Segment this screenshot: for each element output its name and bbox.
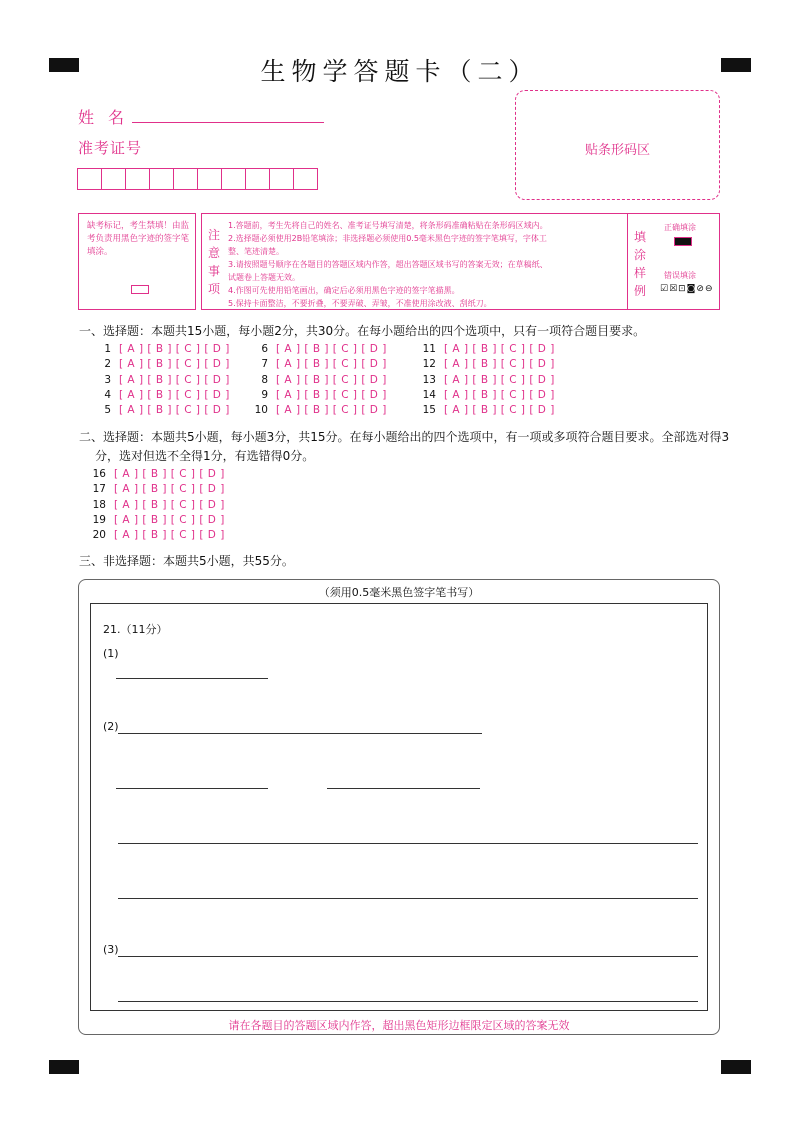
choice-options[interactable]: [ A ] [ B ] [ C ] [ D ] [444, 404, 555, 417]
choice-options[interactable]: [ A ] [ B ] [ C ] [ D ] [444, 388, 555, 401]
choice-options[interactable]: [ A ] [ B ] [ C ] [ D ] [114, 483, 225, 496]
question-number: 20 [92, 529, 106, 542]
choice-row[interactable] [252, 358, 387, 370]
section2-heading-line1: 二、选择题：本题共5小题，每小题3分，共15分。在每小题给出的四个选项中，有一项或多项符合题目要求。全部选对得3 [79, 430, 730, 444]
choice-options[interactable]: [ A ] [ B ] [ C ] [ D ] [444, 343, 555, 355]
choice-row[interactable] [420, 389, 555, 401]
exam-number-digit-box[interactable] [293, 168, 318, 190]
note-item: 整、笔迹清楚。 [228, 247, 284, 256]
exam-number-digit-box[interactable] [173, 168, 198, 190]
note-item: 1.答题前，考生先将自己的姓名、准考证号填写清楚，将条形码准确粘贴在条形码区域内。 [228, 221, 548, 230]
barcode-label: 贴条形码区 [584, 143, 650, 158]
corner-mark-bottom-right [721, 1060, 751, 1074]
note-item: 2.选择题必须使用2B铅笔填涂；非选择题必须使用0.5毫米黑色字迹的签字笔填写，字体工 [228, 234, 547, 243]
exam-number-digit-box[interactable] [77, 168, 102, 190]
choice-row[interactable] [420, 404, 555, 416]
question-number: 15 [422, 404, 436, 417]
choice-options[interactable]: [ A ] [ B ] [ C ] [ D ] [119, 373, 230, 386]
question-number: 17 [92, 483, 106, 496]
answer-line[interactable] [327, 788, 480, 789]
choice-row[interactable] [90, 499, 225, 511]
question-number: 11 [422, 343, 436, 355]
footer-warning: 请在各题目的答题区域内作答，超出黑色矩形边框限定区域的答案无效 [228, 1019, 570, 1032]
choice-row[interactable] [252, 389, 387, 401]
subquestion-2-label: (2) [103, 720, 119, 733]
choice-row[interactable] [90, 483, 225, 495]
wrong-fill-samples: ☑☒⊡◙⊘⊖ [660, 284, 714, 294]
note-item: 试题卷上答题无效。 [228, 273, 300, 282]
exam-number-digit-box[interactable] [245, 168, 270, 190]
question-number: 8 [261, 373, 268, 386]
choice-row[interactable] [95, 404, 230, 416]
notes-divider [627, 214, 628, 309]
choice-options[interactable]: [ A ] [ B ] [ C ] [ D ] [276, 358, 387, 371]
question-number: 16 [92, 468, 106, 480]
exam-number-digit-box[interactable] [125, 168, 150, 190]
answer-line[interactable] [116, 788, 268, 789]
answer-line[interactable] [118, 956, 698, 957]
answer-line[interactable] [118, 843, 698, 844]
question-number: 14 [422, 388, 436, 401]
subquestion-1-label: (1) [103, 647, 119, 660]
subquestion-3-label: (3) [103, 943, 119, 956]
exam-number-label: 准考证号 [78, 139, 143, 157]
answer-line[interactable] [118, 1001, 698, 1002]
note-item: 5.保持卡面整洁，不要折叠，不要弄破、弄皱，不准使用涂改液、刮纸刀。 [228, 299, 492, 308]
choice-options[interactable]: [ A ] [ B ] [ C ] [ D ] [276, 373, 387, 386]
choice-options[interactable]: [ A ] [ B ] [ C ] [ D ] [114, 529, 225, 542]
question-number: 6 [261, 343, 268, 355]
choice-row[interactable] [420, 343, 555, 355]
exam-number-boxes[interactable] [77, 168, 317, 190]
choice-options[interactable]: [ A ] [ B ] [ C ] [ D ] [276, 343, 387, 355]
section2-heading-line2: 分，选对但选不全得1分，有选错得0分。 [95, 449, 315, 463]
choice-row[interactable] [420, 374, 555, 386]
pen-note: （须用0.5毫米黑色签字笔书写） [318, 586, 480, 599]
wrong-fill-label: 错误填涂 [664, 271, 696, 280]
name-label: 姓名 [78, 108, 139, 127]
choice-row[interactable] [252, 343, 387, 355]
question-number: 3 [104, 373, 111, 386]
question-number: 13 [422, 373, 436, 386]
choice-options[interactable]: [ A ] [ B ] [ C ] [ D ] [276, 404, 387, 417]
page-title: 生物学答题卡（二） [260, 57, 540, 86]
answer-line[interactable] [116, 678, 268, 679]
question-number: 5 [104, 404, 111, 417]
choice-row[interactable] [90, 514, 225, 526]
absent-mark-box[interactable] [131, 285, 149, 294]
note-item: 4.作图可先使用铅笔画出，确定后必须用黑色字迹的签字笔描黑。 [228, 286, 460, 295]
name-field[interactable] [132, 122, 324, 123]
choice-row[interactable] [95, 374, 230, 386]
question-number: 2 [104, 358, 111, 371]
choice-options[interactable]: [ A ] [ B ] [ C ] [ D ] [114, 468, 225, 480]
choice-row[interactable] [252, 374, 387, 386]
choice-row[interactable] [95, 358, 230, 370]
correct-fill-label: 正确填涂 [664, 223, 696, 232]
absent-instructions: 缺考标记，考生禁填！由监考负责用黑色字迹的签字笔填涂。 [87, 221, 190, 257]
question-number: 1 [104, 343, 111, 355]
section1-heading: 一、选择题：本题共15小题，每小题2分，共30分。在每小题给出的四个选项中，只有一项符合题目要求。 [79, 324, 646, 338]
answer-region-21[interactable] [90, 603, 708, 1011]
choice-row[interactable] [95, 389, 230, 401]
absent-mark-panel [78, 213, 196, 310]
choice-options[interactable]: [ A ] [ B ] [ C ] [ D ] [119, 404, 230, 417]
question-number: 7 [261, 358, 268, 371]
choice-options[interactable]: [ A ] [ B ] [ C ] [ D ] [444, 358, 555, 371]
answer-line[interactable] [118, 898, 698, 899]
exam-number-digit-box[interactable] [269, 168, 294, 190]
question-21-title: 21.（11分） [103, 623, 168, 636]
choice-options[interactable]: [ A ] [ B ] [ C ] [ D ] [444, 373, 555, 386]
choice-row[interactable] [90, 529, 225, 541]
question-number: 4 [104, 388, 111, 401]
choice-options[interactable]: [ A ] [ B ] [ C ] [ D ] [119, 388, 230, 401]
question-number: 18 [92, 498, 106, 511]
choice-options[interactable]: [ A ] [ B ] [ C ] [ D ] [119, 343, 230, 355]
question-number: 12 [422, 358, 436, 371]
sample-title: 填涂样例 [633, 230, 646, 298]
choice-row[interactable] [90, 468, 225, 480]
barcode-area [515, 90, 720, 200]
notes-list [228, 219, 628, 310]
choice-row[interactable] [252, 404, 387, 416]
choice-row[interactable] [95, 343, 230, 355]
choice-options[interactable]: [ A ] [ B ] [ C ] [ D ] [276, 388, 387, 401]
answer-line[interactable] [118, 733, 482, 734]
question-number: 9 [261, 388, 268, 401]
choice-options[interactable]: [ A ] [ B ] [ C ] [ D ] [114, 513, 225, 526]
note-item: 3.请按照题号顺序在各题目的答题区域内作答，超出答题区域书写的答案无效；在草稿纸、 [228, 260, 548, 269]
notes-panel [201, 213, 720, 310]
exam-number-digit-box[interactable] [221, 168, 246, 190]
exam-number-digit-box[interactable] [197, 168, 222, 190]
correct-fill-sample [674, 237, 692, 246]
question-number: 19 [92, 513, 106, 526]
exam-number-digit-box[interactable] [101, 168, 126, 190]
choice-options[interactable]: [ A ] [ B ] [ C ] [ D ] [114, 498, 225, 511]
choice-row[interactable] [420, 358, 555, 370]
section3-heading: 三、非选择题：本题共5小题，共55分。 [79, 554, 294, 568]
choice-options[interactable]: [ A ] [ B ] [ C ] [ D ] [119, 358, 230, 371]
notes-title: 注意事项 [207, 228, 220, 296]
corner-mark-bottom-left [49, 1060, 79, 1074]
exam-number-digit-box[interactable] [149, 168, 174, 190]
question-number: 10 [254, 404, 268, 417]
